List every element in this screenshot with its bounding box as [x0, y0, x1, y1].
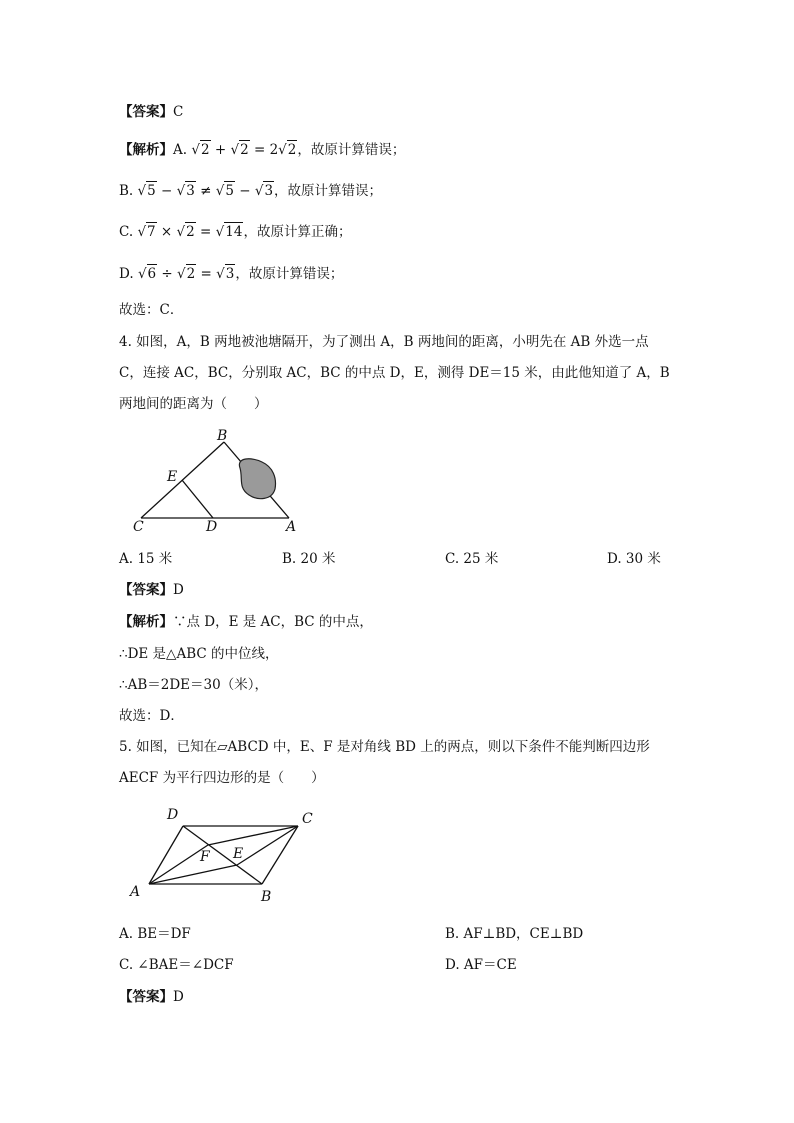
q4-analysis-line1: 【解析】∵点 D，E 是 AC，BC 的中点，: [119, 614, 373, 630]
answer-tag: 【答案】: [119, 582, 173, 598]
analysis-tag: 【解析】: [119, 614, 173, 630]
q4-stem-line3: 两地间的距离为（ ）: [119, 396, 268, 412]
q3-conclusion: 故选：C．: [119, 302, 184, 318]
q5-stem-line2: AECF 为平行四边形的是（ ）: [119, 770, 325, 786]
q4-stem-line1: 4. 如图，A，B 两地被池塘隔开，为了测出 A，B 两地间的距离，小明先在 AB 外选一点: [119, 334, 649, 350]
label-d: D: [206, 519, 218, 535]
q4-analysis-line3: ∴AB＝2DE＝30（米），: [119, 677, 268, 693]
q5-option-d: D. AF＝CE: [445, 957, 517, 973]
side-bc: [262, 826, 298, 884]
q4-analysis-line2: ∴DE 是△ABC 的中位线，: [119, 646, 279, 662]
analysis-tag: 【解析】: [119, 142, 173, 158]
label-f: F: [200, 849, 210, 865]
label-e: E: [233, 846, 244, 862]
q4-stem-line2: C，连接 AC，BC，分别取 AC，BC 的中点 D，E，测得 DE＝15 米，由此他知道了 A，B: [119, 365, 670, 381]
label-a: A: [130, 884, 141, 900]
side-da: [149, 826, 183, 884]
answer-value: D: [173, 989, 184, 1005]
q3-analysis-a: 【解析】A. √2 + √2 = 2√2，故原计算错误；: [119, 142, 406, 158]
q5-option-b: B. AF⊥BD，CE⊥BD: [445, 926, 584, 942]
label-d: D: [167, 807, 179, 823]
label-b: B: [261, 889, 272, 905]
q5-stem-line1: 5. 如图，已知在▱ABCD 中，E、F 是对角线 BD 上的两点，则以下条件不能判断四边形: [119, 739, 650, 755]
q4-option-b: B. 20 米: [282, 551, 336, 567]
parallelogram-lines: [149, 826, 298, 884]
label-c: C: [133, 519, 144, 535]
q5-option-c: C. ∠BAE＝∠DCF: [119, 957, 234, 973]
diagonal-bd: [183, 826, 262, 884]
q3-analysis-b: B. √5 − √3 ≠ √5 − √3，故原计算错误；: [119, 183, 383, 199]
label-a: A: [286, 519, 297, 535]
q4-option-d: D. 30 米: [607, 551, 661, 567]
answer-value: D: [173, 582, 184, 598]
label-c: C: [302, 811, 313, 827]
q5-option-a: A. BE＝DF: [119, 926, 191, 942]
q3-analysis-c: C. √7 × √2 = √14，故原计算正确；: [119, 224, 352, 240]
q4-conclusion: 故选：D．: [119, 708, 184, 724]
q3-analysis-d: D. √6 ÷ √2 = √3，故原计算错误；: [119, 266, 344, 282]
segment-fc: [208, 826, 298, 845]
q4-option-c: C. 25 米: [445, 551, 499, 567]
label-e: E: [167, 469, 178, 485]
q4-option-a: A. 15 米: [119, 551, 173, 567]
q5-answer-line: [119, 988, 184, 1006]
answer-value: C: [173, 104, 184, 120]
answer-tag: 【答案】: [119, 104, 173, 120]
answer-tag: 【答案】: [119, 989, 173, 1005]
label-b: B: [217, 428, 228, 444]
